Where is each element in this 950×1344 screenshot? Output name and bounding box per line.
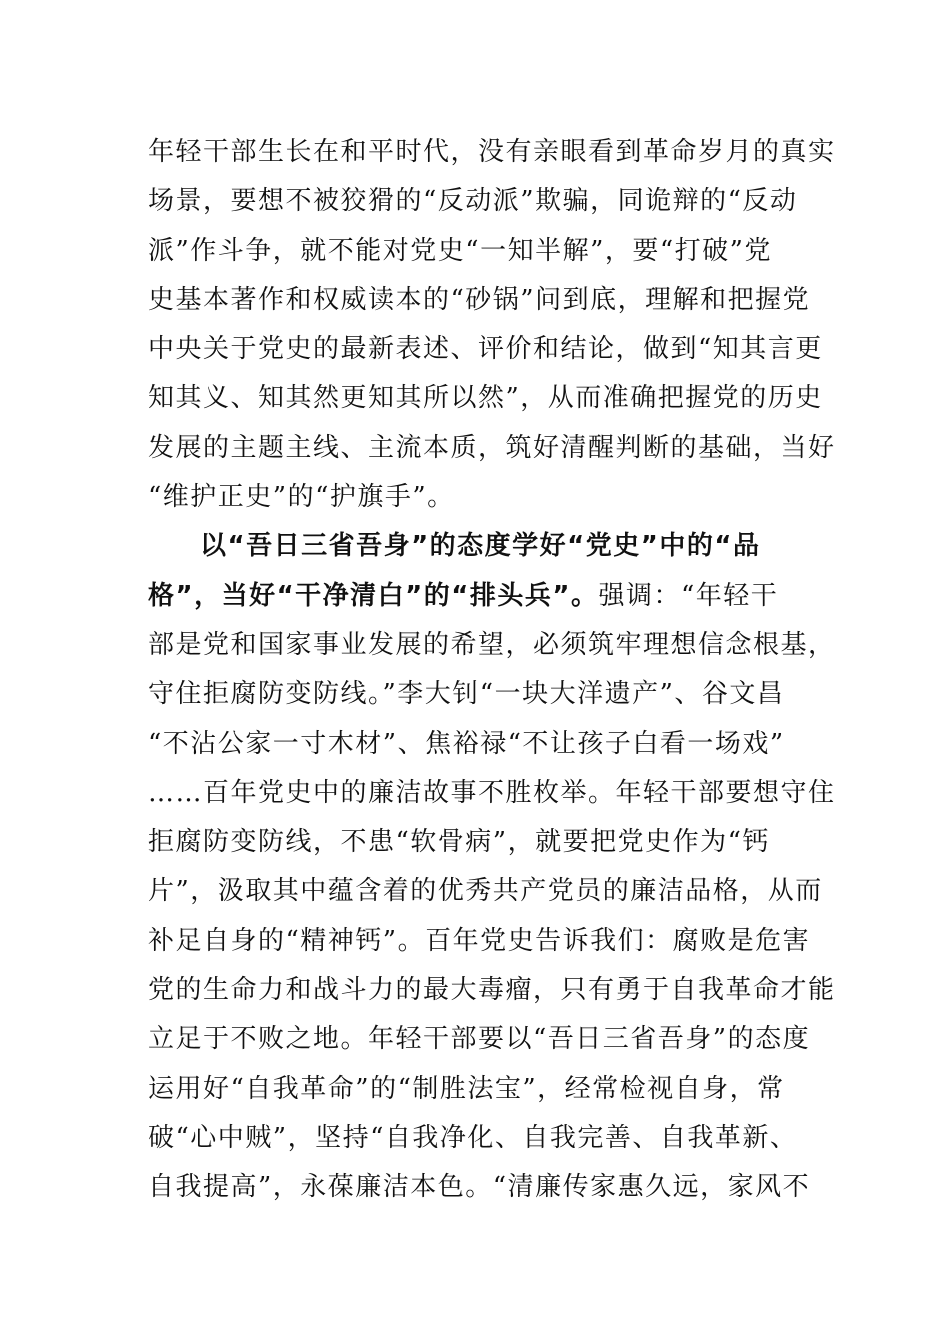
text-line: 派”作斗争，就不能对党史“一知半解”，要“打破”党 xyxy=(148,235,772,266)
paragraph-1 xyxy=(148,128,836,522)
section-heading-end: 格”，当好“干净清白”的“排头兵”。 xyxy=(148,580,599,611)
document-body xyxy=(148,128,836,1213)
text-line: 补足自身的“精神钙”。百年党史告诉我们：腐败是危害 xyxy=(148,925,811,956)
paragraph-2 xyxy=(148,522,836,1212)
text-fragment: 强调：“年轻干 xyxy=(598,580,779,611)
text-line: 守住拒腐防变防线。”李大钊“一块大洋遗产”、谷文昌 xyxy=(148,679,785,710)
text-line: ……百年党史中的廉洁故事不胜枚举。年轻干部要想守住 xyxy=(148,777,836,808)
section-heading-line: 以“吾日三省吾身”的态度学好“党史”中的“品 xyxy=(200,531,761,562)
text-line: 史基本著作和权威读本的“砂锅”问到底，理解和把握党 xyxy=(148,284,811,315)
text-line: 立足于不败之地。年轻干部要以“吾日三省吾身”的态度 xyxy=(148,1024,811,1055)
text-line: 年轻干部生长在和平时代，没有亲眼看到革命岁月的真实 xyxy=(148,137,836,167)
text-line xyxy=(148,572,808,621)
text-line: “维护正史”的“护旗手”。 xyxy=(148,482,455,513)
text-line: 中央关于党史的最新表述、评价和结论，做到“知其言更 xyxy=(148,334,823,365)
text-line: 自我提高”，永葆廉洁本色。“清廉传家惠久远，家风不 xyxy=(148,1172,811,1203)
text-line: 片”，汲取其中蕴含着的优秀共产党员的廉洁品格，从而 xyxy=(148,876,823,907)
text-line: 破“心中贼”，坚持“自我净化、自我完善、自我革新、 xyxy=(148,1122,798,1153)
text-line: “不沾公家一寸木材”、焦裕禄“不让孩子白看一场戏” xyxy=(148,728,785,759)
text-line: 运用好“自我革命”的“制胜法宝”，经常检视自身，常 xyxy=(148,1073,785,1104)
text-line: 场景，要想不被狡猾的“反动派”欺骗，同诡辩的“反动 xyxy=(148,186,798,217)
text-line: 部是党和国家事业发展的希望，必须筑牢理想信念根基， xyxy=(148,629,836,660)
text-line: 发展的主题主线、主流本质，筑好清醒判断的基础，当好 xyxy=(148,432,836,463)
text-line: 党的生命力和战斗力的最大毒瘤，只有勇于自我革命才能 xyxy=(148,975,836,1006)
text-line: 拒腐防变防线，不患“软骨病”，就要把党史作为“钙 xyxy=(148,827,770,858)
text-line: 知其义、知其然更知其所以然”，从而准确把握党的历史 xyxy=(148,383,823,414)
